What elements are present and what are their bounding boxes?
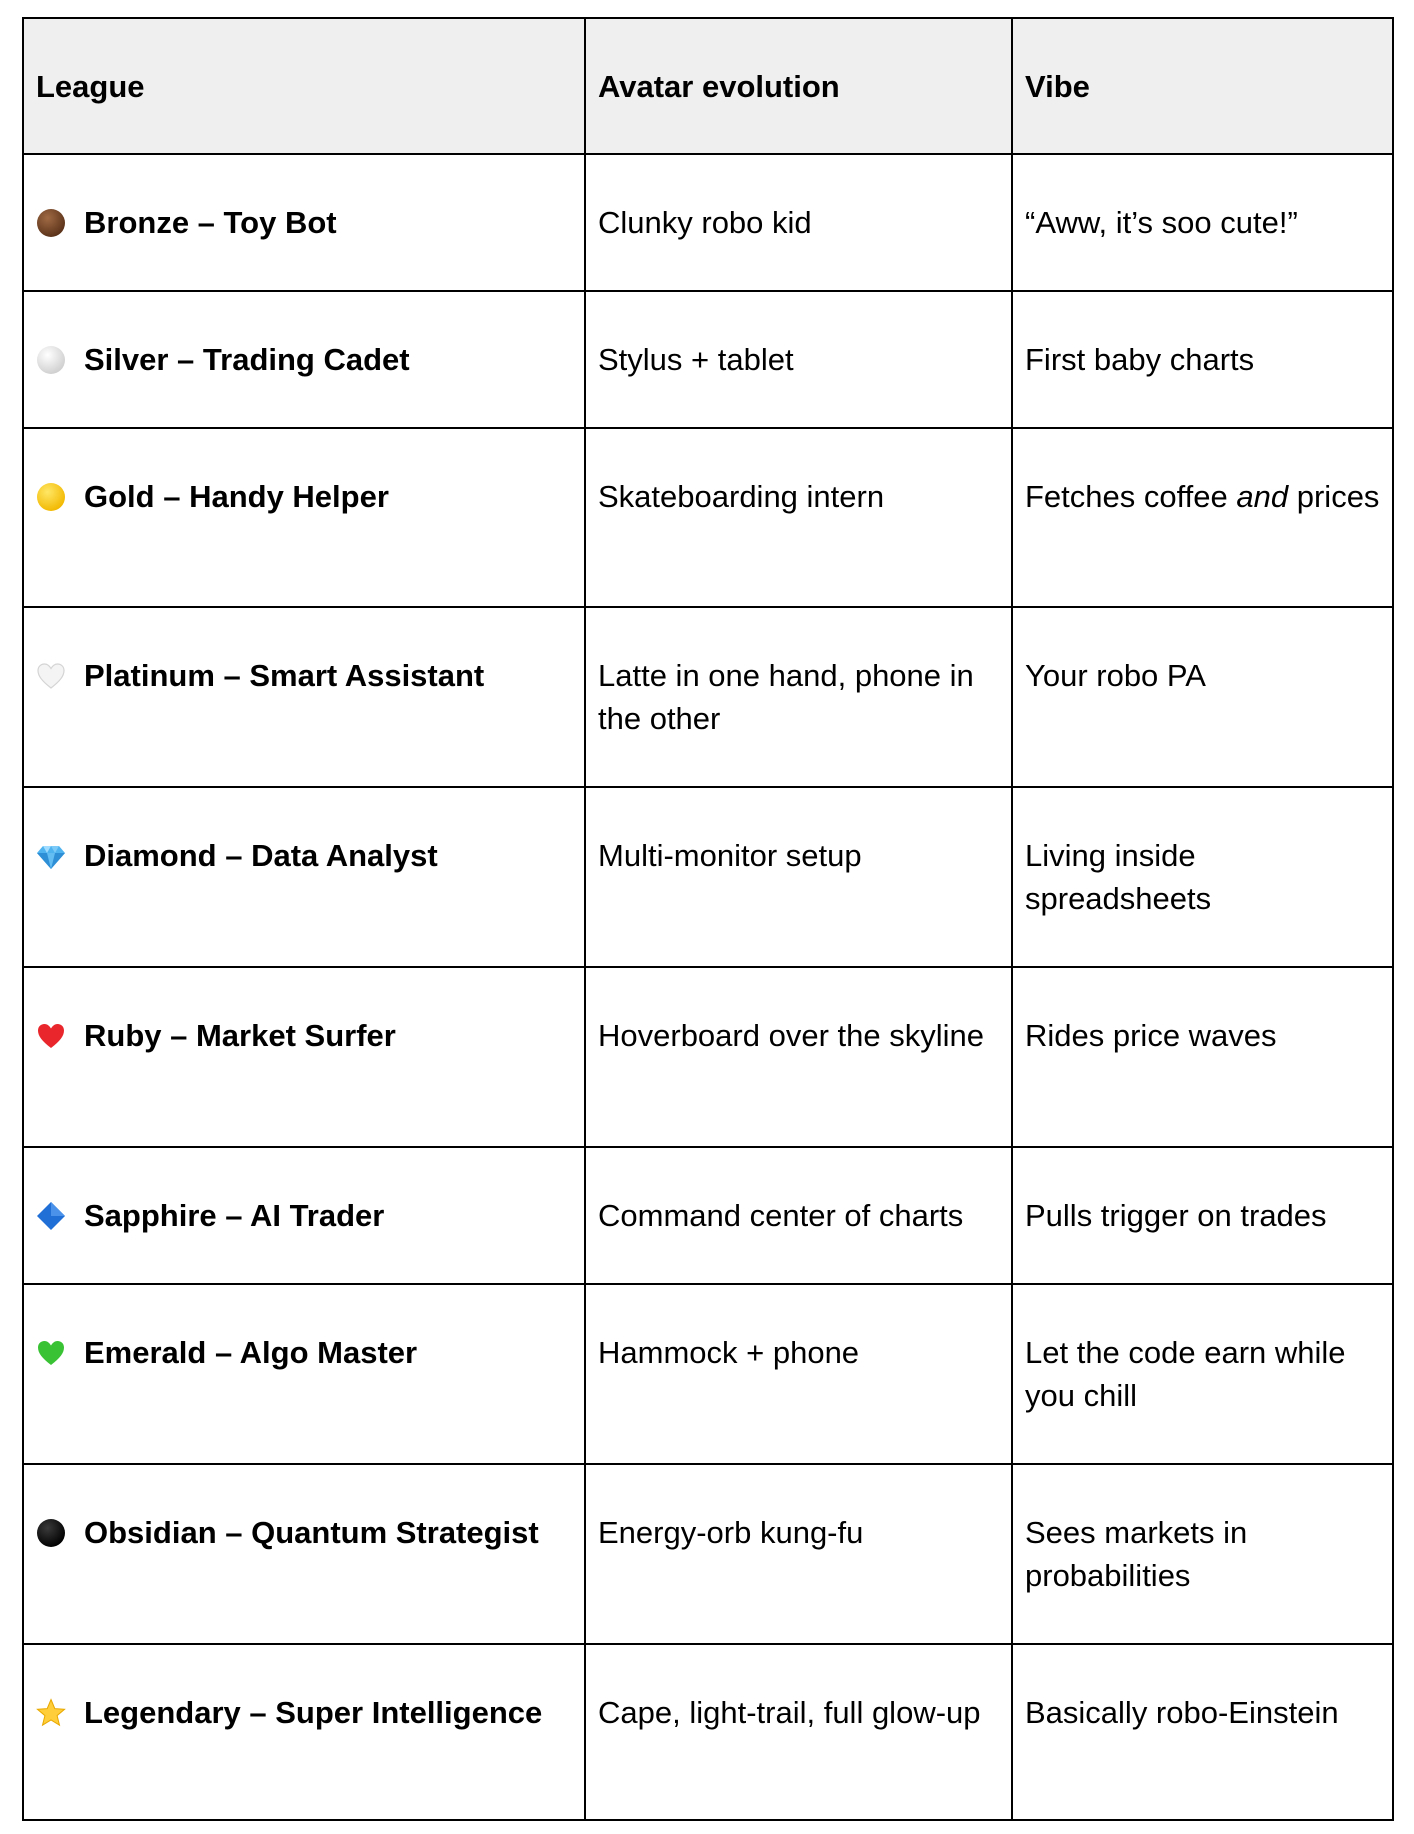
table-row <box>23 607 1393 787</box>
league-cell <box>23 154 585 291</box>
vibe-cell: Rides price waves <box>1012 967 1393 1147</box>
vibe-cell: Pulls trigger on trades <box>1012 1147 1393 1284</box>
league-table <box>22 17 1394 1821</box>
table-row <box>23 1147 1393 1284</box>
avatar-cell: Hoverboard over the skyline <box>585 967 1012 1147</box>
league-cell <box>23 1284 585 1464</box>
black-circle-icon <box>36 1518 66 1548</box>
white-circle-icon <box>36 345 66 375</box>
table-row <box>23 787 1393 967</box>
league-cell <box>23 1147 585 1284</box>
league-cell <box>23 1464 585 1644</box>
league-name: Obsidian – Quantum Strategist <box>84 1515 539 1550</box>
vibe-text: Fetches coffee <box>1025 479 1237 514</box>
header-league: League <box>23 18 585 154</box>
vibe-cell: Living inside spreadsheets <box>1012 787 1393 967</box>
table-row <box>23 967 1393 1147</box>
avatar-cell: Hammock + phone <box>585 1284 1012 1464</box>
vibe-cell: Let the code earn while you chill <box>1012 1284 1393 1464</box>
vibe-cell: Basically robo-Einstein <box>1012 1644 1393 1820</box>
yellow-circle-icon <box>36 482 66 512</box>
league-name: Platinum – Smart Assistant <box>84 658 485 693</box>
table-row <box>23 428 1393 607</box>
header-vibe: Vibe <box>1012 18 1393 154</box>
vibe-text: prices <box>1288 479 1380 514</box>
star-icon <box>36 1698 66 1728</box>
avatar-cell: Skateboarding intern <box>585 428 1012 607</box>
table-row <box>23 1284 1393 1464</box>
league-cell <box>23 787 585 967</box>
avatar-cell: Multi-monitor setup <box>585 787 1012 967</box>
avatar-cell: Cape, light-trail, full glow-up <box>585 1644 1012 1820</box>
white-heart-icon <box>36 661 66 691</box>
vibe-cell <box>1012 428 1393 607</box>
avatar-cell: Command center of charts <box>585 1147 1012 1284</box>
red-heart-icon <box>36 1021 66 1051</box>
blue-diamond-icon <box>36 1201 66 1231</box>
avatar-cell: Clunky robo kid <box>585 154 1012 291</box>
league-name: Emerald – Algo Master <box>84 1335 418 1370</box>
league-name: Legendary – Super Intelligence <box>84 1695 543 1730</box>
league-cell <box>23 428 585 607</box>
league-cell <box>23 607 585 787</box>
header-row <box>23 18 1393 154</box>
vibe-emphasis: and <box>1236 479 1289 514</box>
table-row <box>23 1464 1393 1644</box>
vibe-cell: Your robo PA <box>1012 607 1393 787</box>
league-cell <box>23 1644 585 1820</box>
league-name: Silver – Trading Cadet <box>84 342 410 377</box>
league-name: Gold – Handy Helper <box>84 479 389 514</box>
header-avatar-evolution: Avatar evolution <box>585 18 1012 154</box>
table-row <box>23 291 1393 428</box>
league-name: Ruby – Market Surfer <box>84 1018 396 1053</box>
gem-icon <box>36 841 66 871</box>
avatar-cell: Energy-orb kung-fu <box>585 1464 1012 1644</box>
league-name: Bronze – Toy Bot <box>84 205 337 240</box>
league-cell <box>23 967 585 1147</box>
league-cell <box>23 291 585 428</box>
green-heart-icon <box>36 1338 66 1368</box>
vibe-cell: “Aww, it’s soo cute!” <box>1012 154 1393 291</box>
avatar-cell: Stylus + tablet <box>585 291 1012 428</box>
league-name: Diamond – Data Analyst <box>84 838 438 873</box>
brown-circle-icon <box>36 208 66 238</box>
table-row <box>23 1644 1393 1820</box>
vibe-cell: Sees markets in probabilities <box>1012 1464 1393 1644</box>
avatar-cell: Latte in one hand, phone in the other <box>585 607 1012 787</box>
vibe-cell: First baby charts <box>1012 291 1393 428</box>
league-name: Sapphire – AI Trader <box>84 1198 385 1233</box>
table-row <box>23 154 1393 291</box>
